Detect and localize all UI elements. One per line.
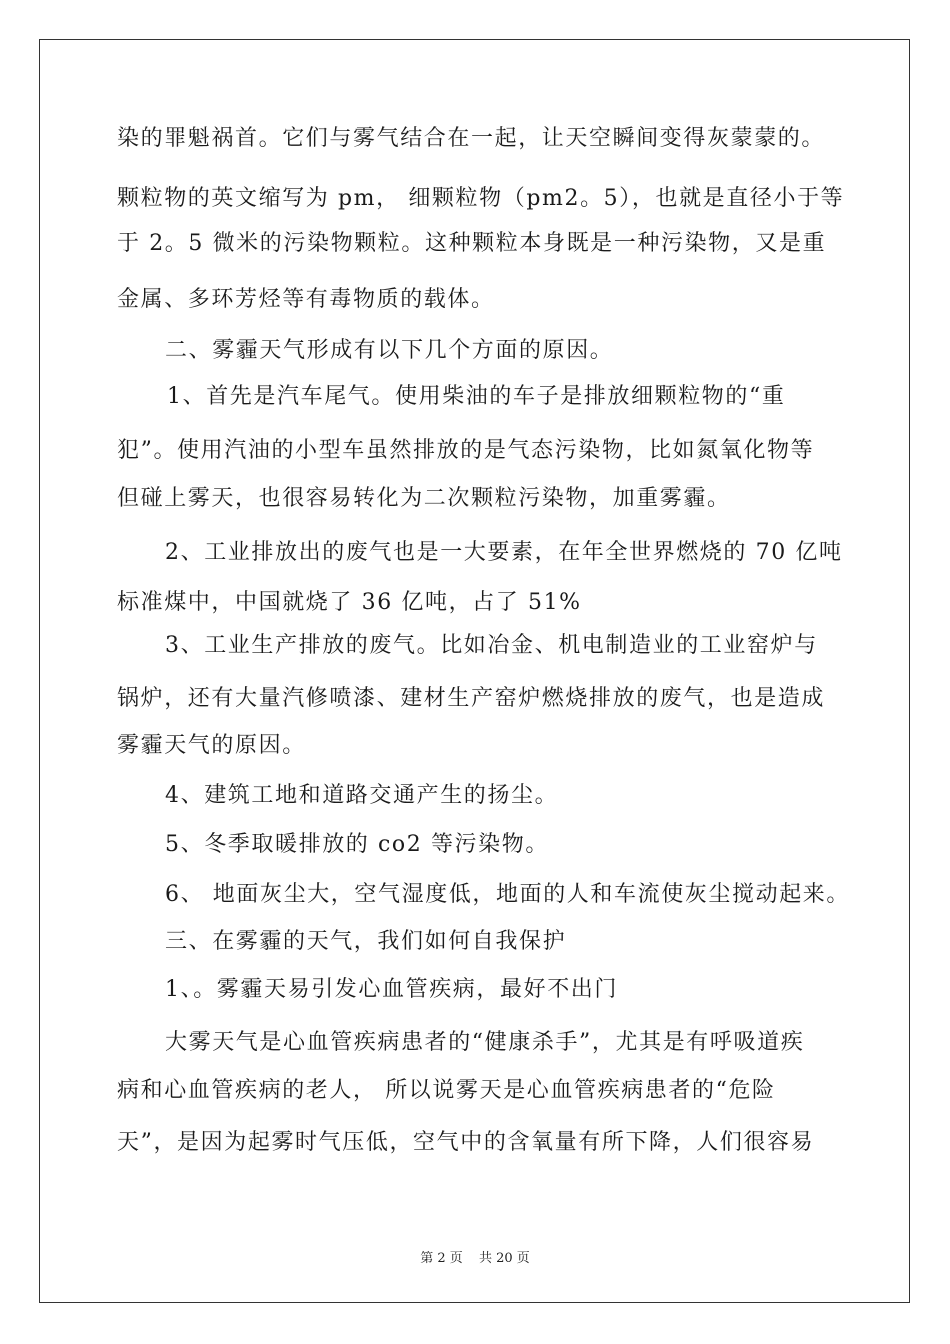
page-number: 第 2 页 bbox=[420, 1251, 463, 1266]
text-line: 于 2。5 微米的污染物颗粒。这种颗粒本身既是一种污染物，又是重 bbox=[117, 231, 827, 256]
text-line: 雾霾天气的原因。 bbox=[117, 733, 306, 758]
page-footer bbox=[0, 1247, 950, 1266]
text-line: 标准煤中，中国就烧了 36 亿吨，占了 51% bbox=[117, 590, 582, 615]
text-line: 2、工业排放出的废气也是一大要素，在年全世界燃烧的 70 亿吨 bbox=[165, 540, 843, 565]
text-line: 锅炉，还有大量汽修喷漆、建材生产窑炉燃烧排放的废气，也是造成 bbox=[117, 686, 826, 711]
section-heading: 三、在雾霾的天气，我们如何自我保护 bbox=[165, 929, 567, 954]
text-line: 犯”。使用汽油的小型车虽然排放的是气态污染物，比如氮氧化物等 bbox=[117, 438, 815, 463]
text-line: 5、冬季取暖排放的 co2 等污染物。 bbox=[165, 832, 549, 857]
text-line: 染的罪魁祸首。它们与雾气结合在一起，让天空瞬间变得灰蒙蒙的。 bbox=[117, 126, 826, 151]
text-line: 大雾天气是心血管疾病患者的“健康杀手”，尤其是有呼吸道疾 bbox=[165, 1030, 805, 1055]
text-line: 4、建筑工地和道路交通产生的扬尘。 bbox=[165, 783, 559, 808]
text-line: 但碰上雾天，也很容易转化为二次颗粒污染物，加重雾霾。 bbox=[117, 486, 731, 511]
text-line: 3、工业生产排放的废气。比如冶金、机电制造业的工业窑炉与 bbox=[165, 633, 818, 658]
text-line: 病和心血管疾病的老人， 所以说雾天是心血管疾病患者的“危险 bbox=[117, 1078, 776, 1103]
text-line: 1、首先是汽车尾气。使用柴油的车子是排放细颗粒物的“重 bbox=[167, 384, 786, 409]
text-line: 颗粒物的英文缩写为 pm， 细颗粒物（pm2。5），也就是直径小于等 bbox=[117, 186, 845, 211]
text-line: 1、。雾霾天易引发心血管疾病，最好不出门 bbox=[165, 977, 618, 1002]
text-line: 天”，是因为起雾时气压低，空气中的含氧量有所下降，人们很容易 bbox=[117, 1130, 815, 1155]
text-line: 6、 地面灰尘大，空气湿度低，地面的人和车流使灰尘搅动起来。 bbox=[165, 882, 850, 907]
section-heading: 二、雾霾天气形成有以下几个方面的原因。 bbox=[165, 338, 614, 363]
text-line: 金属、多环芳烃等有毒物质的载体。 bbox=[117, 287, 495, 312]
page-total: 共 20 页 bbox=[478, 1251, 530, 1266]
